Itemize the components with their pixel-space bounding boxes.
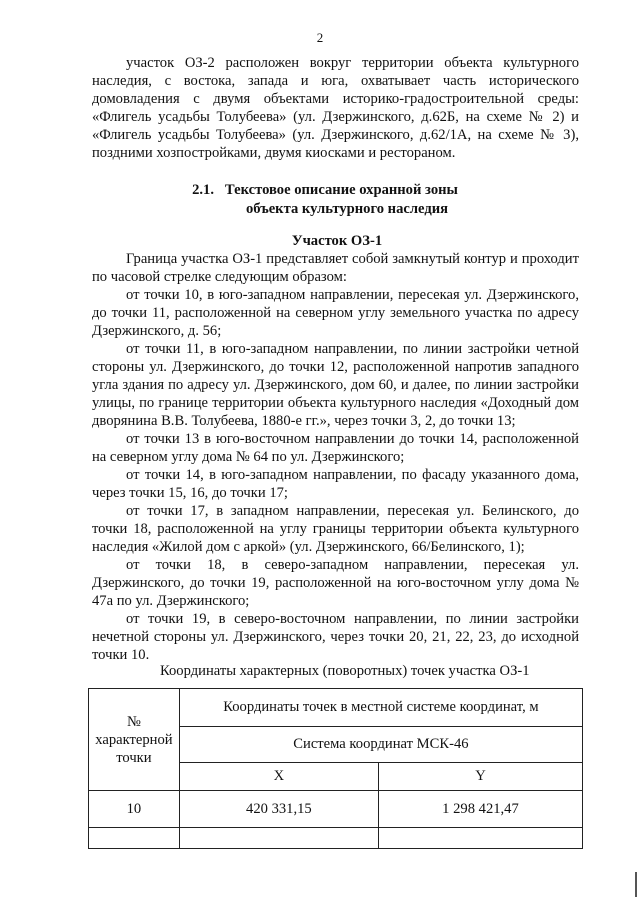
x-cell: 420 331,15 [179,791,378,828]
section-title-line2: объекта культурного наследия [245,201,449,217]
boundary-paragraph: Граница участка ОЗ-1 представляет собой замкнутый контур и проходит по часовой стрелке следующим образом: [92,251,579,285]
scan-edge-mark [635,872,637,897]
coordinates-table [88,688,583,849]
boundary-paragraph: от точки 19, в северо-восточном направлении, по линии застройки нечетной стороны ул. Дзержинского, через точки 20, 21, 22, 23, до исходной точки 10. [92,611,579,663]
y-cell: 1 298 421,47 [378,791,582,828]
boundary-paragraph: от точки 14, в юго-западном направлении, по фасаду указанного дома, через точки 15, 16, до точки 17; [92,467,579,501]
x-header: X [179,763,378,791]
point-number-header: № характерной точки [89,689,180,791]
table-row-continuation [89,828,583,849]
page-number: 2 [316,30,324,45]
intro-text: участок ОЗ-2 расположен вокруг территории объекта культурного наследия, с востока, запада и юга, охватывает часть исторического домовладения с двумя объектами историко-градостроительной среды: «Флигель усадьбы Толубеева» (ул. Дзержинского, д.62Б, на схеме № 2) и «Флигель усадьбы Толубеева» (ул. Дзержинского, д.62/1А, на схеме № 3), поздними хозпостройками, двумя киосками и рестораном. [92,55,579,161]
y-header: Y [378,763,582,791]
table-row [89,791,583,828]
point-cell: 10 [89,791,180,828]
blank-cell [179,828,378,849]
boundary-paragraph: от точки 10, в юго-западном направлении, пересекая ул. Дзержинского, до точки 11, расположенной на северном углу земельного участка по адресу Дзержинского, д. 56; [92,287,579,339]
boundary-paragraph: от точки 18, в северо-западном направлении, пересекая ул. Дзержинского, до точки 19, расположенной на юго-восточном углу дома № 47а по ул. Дзержинского; [92,557,579,609]
section-heading [0,181,640,219]
blank-cell [378,828,582,849]
coords-header: Координаты точек в местной системе координат, м [179,689,582,727]
coord-system-header: Система координат МСК-46 [179,727,582,763]
boundary-paragraph: от точки 17, в западном направлении, пересекая ул. Белинского, до точки 18, расположенной на углу границы территории объекта культурного наследия «Жилой дом с аркой» (ул. Дзержинского, 66/Белинского, 1); [92,503,579,555]
subheading-oz1: Участок ОЗ-1 [291,233,383,249]
blank-cell [89,828,180,849]
boundary-paragraph: от точки 11, в юго-западном направлении, по линии застройки четной стороны ул. Дзержинского, до точки 12, расположенной напротив западного угла здания по адресу ул. Дзержинского, дом 60, и далее, по линии застройки улицы, по границе территории объекта культурного наследия «Доходный дом дворянина В.В. Толубеева, 1880-е гг.», через точки 3, 2, до точки 13; [92,341,579,429]
section-title: Текстовое описание охранной зоны [224,182,458,198]
intro-paragraph [92,54,579,162]
section-number: 2.1. [192,182,214,198]
boundary-description [92,250,579,664]
table-caption: Координаты характерных (поворотных) точек участка ОЗ-1 [160,663,530,679]
section-title-line1 [0,181,640,200]
boundary-paragraph: от точки 13 в юго-восточном направлении до точки 14, расположенной на северном углу дома № 64 по ул. Дзержинского; [92,431,579,465]
